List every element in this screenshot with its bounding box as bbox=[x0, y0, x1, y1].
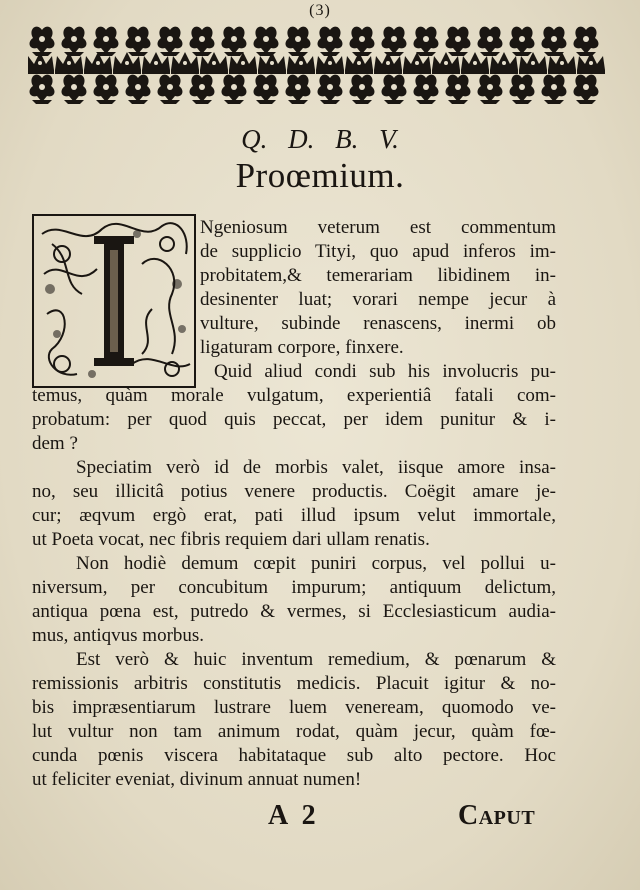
text-line: ut Poeta vocat, nec fibris requiem dari ullam renatis. bbox=[32, 529, 430, 550]
text-line: temus, quàm morale vulgatum, experientiâ fatali com- bbox=[32, 385, 556, 406]
text-line: probitatem,& temerariam libidinem in- bbox=[200, 265, 556, 286]
text-line: ligaturam corpore, finxere. bbox=[200, 337, 404, 358]
page-number: (3) bbox=[309, 2, 331, 19]
text-line: cunda pœnis viscera habitataque sub alto pectore. Hoc bbox=[32, 745, 556, 766]
invocation-line: Q. D. B. V. bbox=[241, 124, 399, 154]
text-line: Non hodiè demum cœpit puniri corpus, vel pollui u- bbox=[76, 553, 556, 574]
text-line: remissionis arbitris constitutis medicis. Placuit igitur & no- bbox=[32, 673, 556, 694]
text-line: Speciatim verò id de morbis valet, iisque amore insa- bbox=[76, 457, 556, 478]
text-line: Ngeniosum veterum est commentum bbox=[200, 217, 556, 238]
text-line: probatum: per quod quis peccat, per idem punitur & i- bbox=[32, 409, 556, 430]
page-heading: Proœmium. bbox=[235, 156, 405, 195]
catchword: Caput bbox=[458, 800, 536, 831]
text-line: niversum, per concubitum impurum; antiquum delictum, bbox=[32, 577, 556, 598]
text-line: mus, antiqvus morbus. bbox=[32, 625, 205, 646]
text-line: antiqua pœna est, putredo & vermes, si Ecclesiasticum audia- bbox=[32, 601, 556, 622]
text-line: cur; æqvum ergò erat, pati illud ipsum velut immortale, bbox=[32, 505, 556, 526]
text-line: lut vultur non tam animum rodat, quàm jecur, quàm fœ- bbox=[32, 721, 556, 742]
text-line: desinenter luat; vorari nempe jecur à bbox=[200, 289, 556, 310]
text-line: Est verò & huic inventum remedium, & pœnarum & bbox=[76, 649, 556, 670]
text-line: de supplicio Tityi, quo apud inferos im- bbox=[200, 241, 556, 262]
text-line: ut feliciter eveniat, divinum annuat numen! bbox=[32, 769, 362, 790]
text-line: Quid aliud condi sub his involucris pu- bbox=[214, 361, 556, 382]
text-line: bis impræsentiarum lustrare luem veneream, quomodo ve- bbox=[32, 697, 556, 718]
printer-ornament-band bbox=[28, 22, 612, 104]
signature-mark: A 2 bbox=[268, 800, 320, 831]
text-line: vulture, subinde renascens, inermi ob bbox=[200, 313, 556, 334]
text-line: no, seu illicitâ potius venere productis. Coëgit amare je- bbox=[32, 481, 556, 502]
decorated-initial-I-icon bbox=[32, 214, 196, 388]
text-line: dem ? bbox=[32, 433, 78, 454]
